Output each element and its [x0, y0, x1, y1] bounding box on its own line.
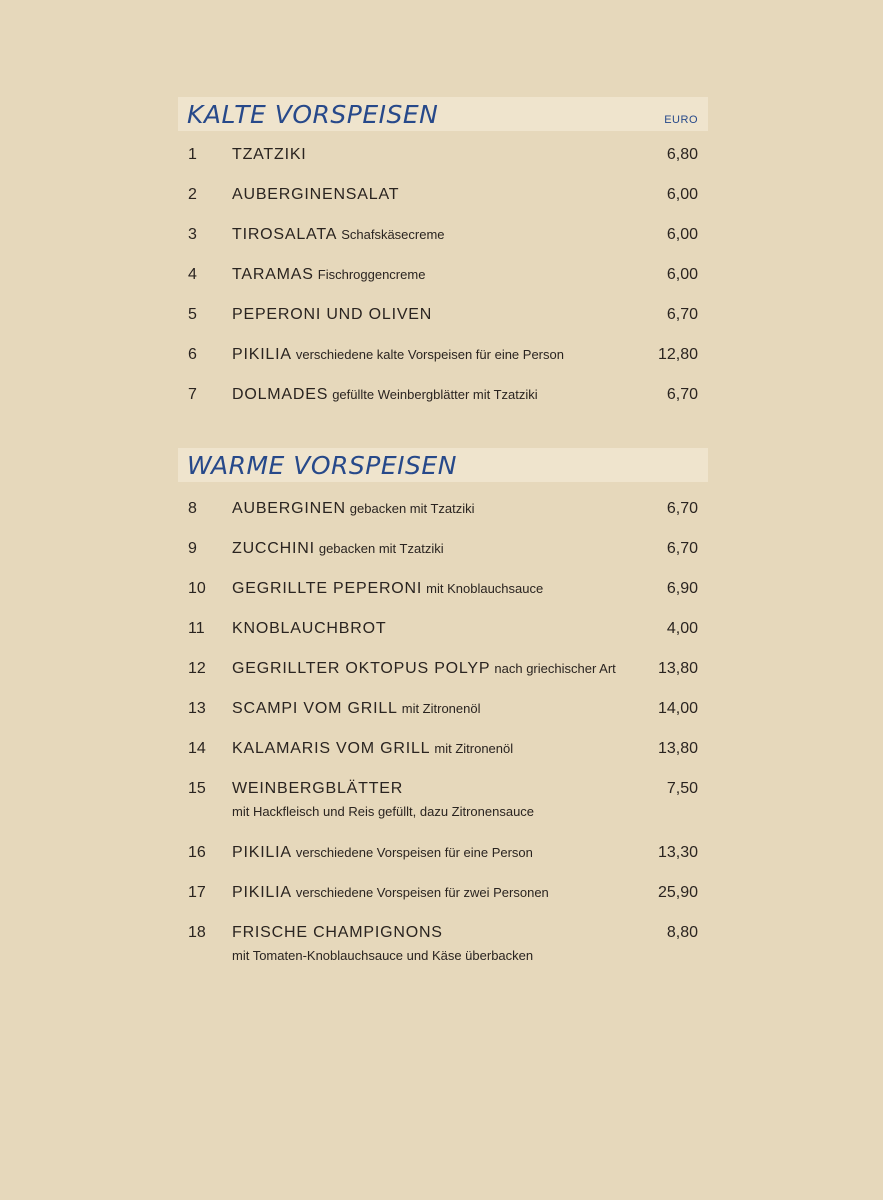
item-number: 3	[188, 226, 197, 243]
item-number: 11	[188, 620, 205, 637]
menu-item	[178, 780, 708, 844]
item-name: PIKILIA	[232, 346, 292, 363]
item-price: 6,00	[666, 226, 698, 243]
section-header	[178, 97, 708, 131]
menu-item	[178, 884, 708, 924]
menu-item	[178, 266, 708, 306]
item-body	[232, 266, 628, 284]
item-price: 8,80	[666, 924, 698, 941]
item-name: KNOBLAUCHBROT	[232, 620, 387, 637]
item-number: 9	[188, 540, 197, 557]
section-title: WARME VORSPEISEN	[187, 450, 457, 480]
item-price: 6,70	[666, 386, 698, 403]
item-number: 18	[188, 924, 206, 941]
item-name: DOLMADES	[232, 386, 329, 403]
item-price: 6,90	[666, 580, 698, 597]
item-name: GEGRILLTER OKTOPUS POLYP	[232, 660, 491, 677]
item-name: PIKILIA	[232, 884, 292, 901]
item-number: 10	[188, 580, 206, 597]
currency-label: EURO	[664, 114, 698, 126]
item-body	[232, 780, 628, 819]
item-name: KALAMARIS VOM GRILL	[232, 740, 431, 757]
item-body	[232, 580, 628, 598]
item-description: mit Knoblauchsauce	[426, 581, 544, 596]
menu-item	[178, 844, 708, 884]
item-body	[232, 386, 628, 404]
item-body	[232, 844, 628, 862]
item-description: verschiedene Vorspeisen für eine Person	[295, 845, 533, 860]
menu-item	[178, 386, 708, 426]
item-description: mit Tomaten-Knoblauchsauce und Käse überbacken	[232, 948, 534, 963]
item-name: FRISCHE CHAMPIGNONS	[232, 924, 443, 941]
menu-item	[178, 660, 708, 700]
item-name: ZUCCHINI	[232, 540, 315, 557]
item-description: gebacken mit Tzatziki	[318, 541, 444, 556]
menu-item	[178, 540, 708, 580]
item-name: TZATZIKI	[232, 146, 307, 163]
item-number: 16	[188, 844, 206, 861]
item-price: 25,90	[657, 884, 698, 901]
item-body	[232, 226, 628, 244]
item-description: Schafskäsecreme	[341, 227, 445, 242]
item-number: 14	[188, 740, 206, 757]
item-description: Fischroggencreme	[317, 267, 426, 282]
item-name: PIKILIA	[232, 844, 292, 861]
item-name: GEGRILLTE PEPERONI	[232, 580, 423, 597]
item-name: TARAMAS	[232, 266, 314, 283]
item-description: gefüllte Weinbergblätter mit Tzatziki	[332, 387, 538, 402]
item-price: 14,00	[657, 700, 698, 717]
item-price: 13,30	[657, 844, 698, 861]
item-body	[232, 620, 628, 638]
item-number: 17	[188, 884, 206, 901]
item-name: TIROSALATA	[232, 226, 338, 243]
section-kalte-vorspeisen	[178, 97, 708, 426]
item-name: WEINBERGBLÄTTER	[232, 780, 404, 797]
menu-item	[178, 146, 708, 186]
menu-item	[178, 580, 708, 620]
item-number: 5	[188, 306, 197, 323]
menu-item	[178, 226, 708, 266]
item-number: 8	[188, 500, 197, 517]
menu-page	[178, 97, 708, 988]
menu-item	[178, 346, 708, 386]
item-number: 7	[188, 386, 197, 403]
item-description: nach griechischer Art	[494, 661, 616, 676]
item-body	[232, 540, 628, 558]
item-description: verschiedene kalte Vorspeisen für eine Person	[295, 347, 564, 362]
item-body	[232, 306, 628, 324]
item-list	[178, 500, 708, 988]
item-description: gebacken mit Tzatziki	[349, 501, 475, 516]
item-body	[232, 186, 628, 204]
item-price: 6,70	[666, 306, 698, 323]
section-title: KALTE VORSPEISEN	[187, 99, 439, 129]
item-price: 6,70	[666, 500, 698, 517]
item-price: 7,50	[666, 780, 698, 797]
item-body	[232, 346, 628, 364]
menu-item	[178, 620, 708, 660]
item-number: 2	[188, 186, 197, 203]
item-number: 12	[188, 660, 206, 677]
item-number: 6	[188, 346, 197, 363]
section-warme-vorspeisen	[178, 448, 708, 988]
item-body	[232, 700, 628, 718]
item-price: 12,80	[657, 346, 698, 363]
item-name: AUBERGINEN	[232, 500, 346, 517]
item-list	[178, 146, 708, 426]
item-number: 1	[188, 146, 197, 163]
item-price: 6,80	[666, 146, 698, 163]
section-header	[178, 448, 708, 482]
item-body	[232, 884, 628, 902]
item-name: PEPERONI UND OLIVEN	[232, 306, 433, 323]
item-price: 4,00	[666, 620, 698, 637]
item-description: mit Hackfleisch und Reis gefüllt, dazu Zitronensauce	[232, 804, 535, 819]
item-price: 13,80	[657, 740, 698, 757]
item-name: SCAMPI VOM GRILL	[232, 700, 398, 717]
item-description: mit Zitronenöl	[434, 741, 514, 756]
item-body	[232, 924, 628, 963]
item-number: 13	[188, 700, 206, 717]
menu-item	[178, 700, 708, 740]
menu-item	[178, 500, 708, 540]
item-price: 13,80	[657, 660, 698, 677]
item-description: mit Zitronenöl	[401, 701, 481, 716]
item-number: 4	[188, 266, 197, 283]
menu-item	[178, 306, 708, 346]
item-body	[232, 740, 628, 758]
item-price: 6,00	[666, 266, 698, 283]
menu-item	[178, 186, 708, 226]
item-name: AUBERGINENSALAT	[232, 186, 400, 203]
menu-item	[178, 924, 708, 988]
item-price: 6,00	[666, 186, 698, 203]
item-description: verschiedene Vorspeisen für zwei Personen	[295, 885, 549, 900]
item-price: 6,70	[666, 540, 698, 557]
item-body	[232, 500, 628, 518]
item-body	[232, 660, 628, 678]
menu-item	[178, 740, 708, 780]
item-number: 15	[188, 780, 206, 797]
item-body	[232, 146, 628, 164]
